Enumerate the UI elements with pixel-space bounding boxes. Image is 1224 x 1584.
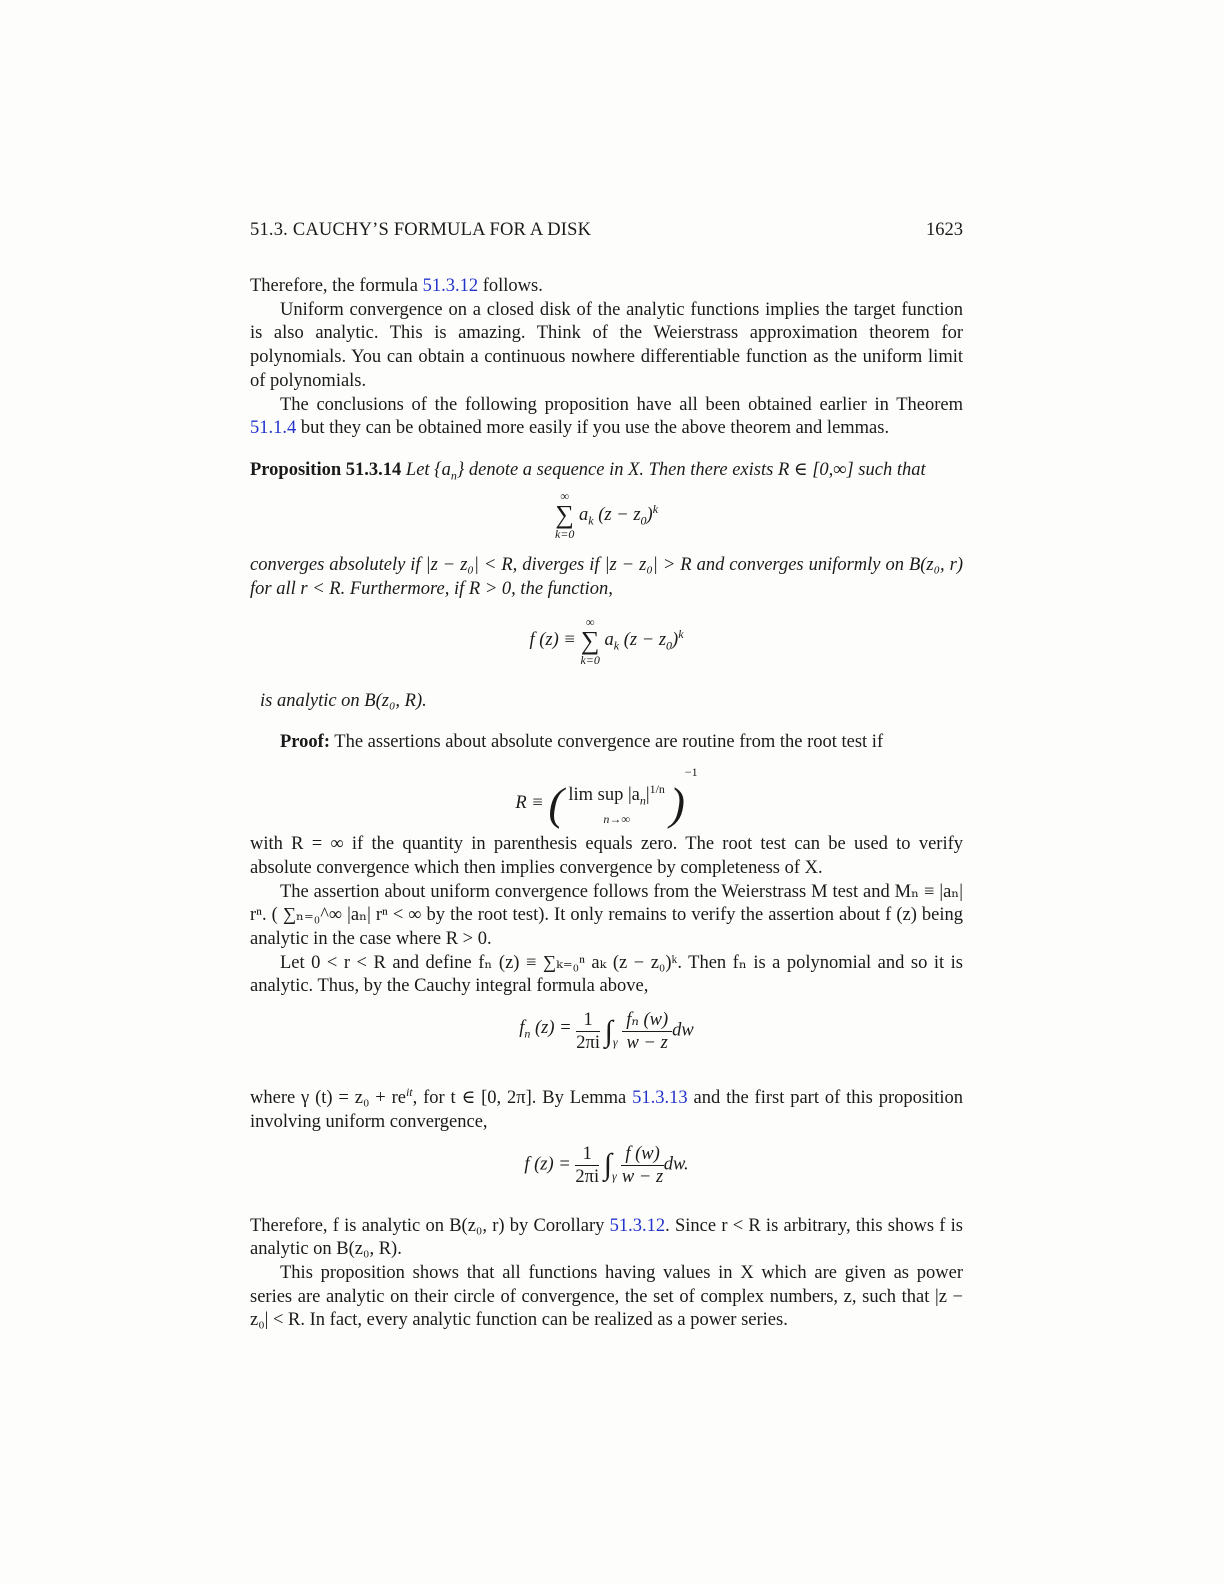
sum-symbol: ∞ ∑ k=0 <box>580 614 600 667</box>
proposition-text: converges absolutely if |z − z₀| < R, diverges if |z − z₀| > R and converges uniformly on B(z₀, r) for all r < R. Furthermore, if R > 0, the function, <box>250 555 963 600</box>
section-title: 51.3. CAUCHY’S FORMULA FOR A DISK <box>250 220 592 240</box>
ref-link[interactable]: 51.1.4 <box>250 418 297 439</box>
proposition: Proposition 51.3.14 Let $\{a_n\}$ denote a sequence in X. Then there exists R ∈ [0,∞] such that <box>250 459 926 483</box>
proposition-label: Proposition 51.3.14 <box>250 459 402 480</box>
equation-series: ∞ ∑ k=0 $a_k$ $(z - z_0)^k$ <box>554 489 659 542</box>
sum-symbol: ∞ ∑ k=0 <box>554 489 575 542</box>
page-body <box>250 275 963 1333</box>
page-number: 1623 <box>926 220 963 240</box>
equation-f-def: f (z) ≡ ∞ ∑ k=0 $a_k$ $(z - z_0)^k$ <box>529 614 684 667</box>
proof: Proof: The assertions about absolute convergence are routine from the root test if <box>280 732 884 753</box>
paragraph: with R = ∞ if the quantity in parenthesis equals zero. The root test can be used to verify absolute convergence which then implies convergence by completeness of X. <box>250 834 963 878</box>
proof-label: Proof: <box>280 732 330 753</box>
ref-link[interactable]: 51.3.12 <box>609 1215 666 1236</box>
paragraph: Therefore, f is analytic on B(z₀, r) by Corollary 51.3.12. Since r < R is arbitrary, this shows f is analytic on B(z₀, R). <box>250 1215 963 1260</box>
paragraph: Uniform convergence on a closed disk of the analytic functions implies the target function is also analytic. This is amazing. Think of the Weierstrass approximation theorem for polynomials. You can obtain a continuous nowhere differentiable function as the uniform limit of polynomials. <box>250 299 963 391</box>
equation-R-def: R ≡ ( lim sup $|a_n|^{1/n}$ n→∞ )$^{-1}$ <box>515 765 698 829</box>
proposition-text: is analytic on B(z₀, R). <box>260 690 427 711</box>
equation-fn: $f_n$ (z) = $\frac{1}{2\pi i}$ $\int_\gamma$ $\frac{\text{fₙ (w)}}{w - z}$ dw <box>519 1010 694 1054</box>
paragraph: The conclusions of the following proposition have all been obtained earlier in Theorem 51.1.4 but they can be obtained more easily if you use the above theorem and lemmas. <box>250 394 963 439</box>
running-header <box>250 216 963 240</box>
paragraph: where γ $(t) = z_0 + re^{it}$, for t ∈ [0, 2π]. By Lemma 51.3.13 and the first part of this proposition involving uniform convergence, <box>250 1085 964 1132</box>
equation-f: f (z) = $\frac{1}{2\pi i}$ $\int_\gamma$ $\frac{f (w)}{w - z}$ dw. <box>524 1143 689 1187</box>
paragraph: This proposition shows that all functions having values in X which are given as power series are analytic on their circle of convergence, the set of complex numbers, z, such that |z − z₀| < R. In fact, every analytic function can be realized as a power series. <box>250 1263 963 1331</box>
ref-link[interactable]: 51.3.13 <box>632 1088 688 1109</box>
ref-link[interactable]: 51.3.12 <box>422 276 479 296</box>
paragraph: Let 0 < r < R and define fₙ (z) ≡ ∑ₖ₌₀ⁿ aₖ (z − z₀)ᵏ. Then fₙ is a polynomial and so it is analytic. Thus, by the Cauchy integral formula above, <box>250 952 963 997</box>
paragraph: Therefore, the formula 51.3.12 follows. <box>250 276 543 296</box>
paragraph: The assertion about uniform convergence follows from the Weierstrass M test and Mₙ ≡ |aₙ| rⁿ. ( ∑ₙ₌₀^∞ |aₙ| rⁿ < ∞ by the root test). It only remains to verify the assertion about f (z) being analytic in the case where R > 0. <box>250 881 963 949</box>
